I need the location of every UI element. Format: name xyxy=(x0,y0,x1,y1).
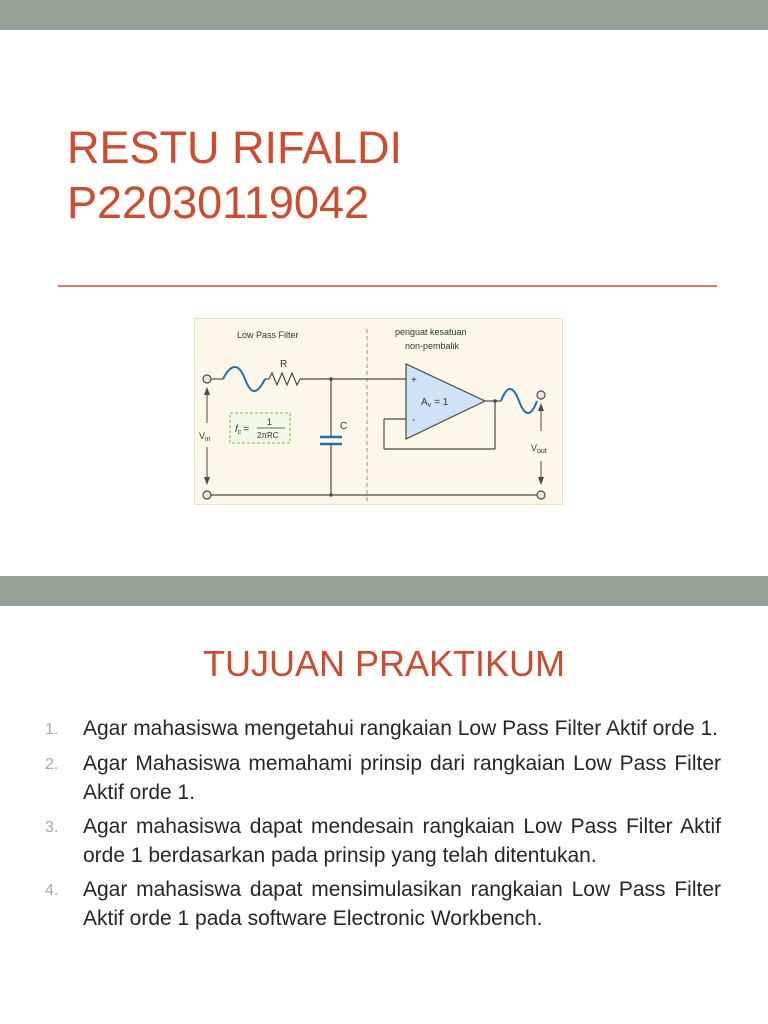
input-sine-wave xyxy=(223,367,265,391)
op-amp-plus: + xyxy=(411,375,417,386)
circuit-svg xyxy=(195,319,562,504)
formula-lhs: $f_c$ = xyxy=(235,424,250,436)
resistor xyxy=(269,373,300,385)
list-item-number: 1. xyxy=(45,721,59,738)
penguat-label-line2: non-pembalik xyxy=(405,341,460,351)
list-item xyxy=(45,749,721,807)
header-bar-slide-1 xyxy=(0,0,768,30)
author-name: RESTU RIFALDI xyxy=(67,122,403,173)
penguat-label-line1: penguat kesatuan xyxy=(395,327,467,337)
op-amp-minus: - xyxy=(412,415,416,426)
vin-terminal-bottom xyxy=(203,491,211,499)
list-item-text: Agar mahasiswa dapat mensimulasikan rangkaian Low Pass Filter Aktif orde 1 pada software Electronic Workbench. xyxy=(83,878,721,930)
capacitor-label: C xyxy=(340,421,348,432)
gain-label: $A_v = 1$ xyxy=(421,397,449,409)
vin-label: $V_{in}$ xyxy=(199,431,211,443)
vout-terminal-top xyxy=(537,391,545,399)
list-item xyxy=(45,812,721,870)
list-item-number: 4. xyxy=(45,882,59,899)
slide-2-title: TUJUAN PRAKTIKUM xyxy=(202,643,566,684)
slide-1-title xyxy=(67,120,402,230)
list-item-text: Agar Mahasiswa memahami prinsip dari rangkaian Low Pass Filter Aktif orde 1. xyxy=(83,752,721,804)
resistor-label: R xyxy=(280,359,288,370)
vin-terminal-top xyxy=(203,375,211,383)
low-pass-filter-circuit-diagram xyxy=(194,318,563,505)
output-sine-wave xyxy=(501,389,537,413)
list-item xyxy=(45,714,721,744)
formula-denominator: 2πRC xyxy=(257,431,279,440)
list-item-text: Agar mahasiswa dapat mendesain rangkaian Low Pass Filter Aktif orde 1 berdasarkan pada prinsip yang telah ditentukan. xyxy=(83,815,721,867)
low-pass-filter-label: Low Pass Filter xyxy=(237,330,299,340)
vout-label: $V_{out}$ xyxy=(531,443,547,455)
header-bar-slide-2 xyxy=(0,576,768,606)
list-item-number: 2. xyxy=(45,756,59,773)
formula-numerator: 1 xyxy=(267,417,273,427)
list-item xyxy=(45,875,721,933)
author-id: P22030119042 xyxy=(67,177,369,228)
list-item-text: Agar mahasiswa mengetahui rangkaian Low Pass Filter Aktif orde 1. xyxy=(83,717,718,740)
list-item-number: 3. xyxy=(45,819,59,836)
goals-list xyxy=(45,714,721,938)
title-divider xyxy=(58,285,717,287)
vout-terminal-bottom xyxy=(537,491,545,499)
